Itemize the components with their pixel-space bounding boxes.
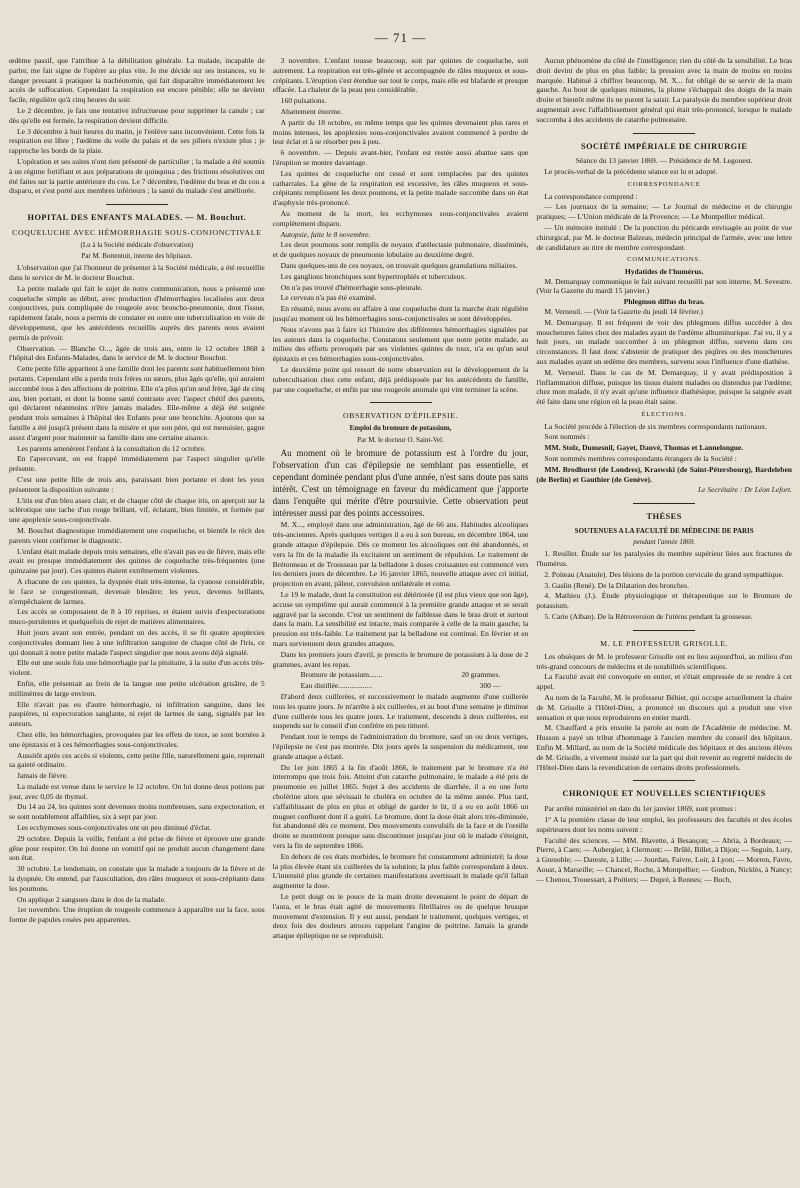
section-title: M. LE PROFESSEUR GRISOLLE. (600, 638, 729, 648)
separator-rule (9, 201, 265, 208)
article-author: Par M. le docteur O. Saint-Vel. (357, 435, 444, 444)
paragraph: Le 3 décembre à huit heures du matin, je l'enlève sans inconvénient. Cette fois la respiration est libre ; l'œdème du voile du palais et de ses piliers n'existe plus ; je rapproche les bords de la plaie. (9, 126, 265, 156)
section-title: OBSERVATION D'ÉPILEPSIE. (342, 411, 459, 421)
lead-paragraph: Au moment où le bromure de potassium est à l'ordre du jour, l'observation d'un cas d'épilepsie ne semblant pas essentielle, et cependant dominée pendant plus d'une année, n'est sans doute pas sans intérêt. C'est un témoignage en faveur du médicament que j'apporte dans l'enquête qui mérite d'être poursuivie. Cette observation peut intéresser aussi par des points accessoires. (272, 447, 529, 519)
formula-line (273, 681, 529, 691)
paragraph: Au moment de la mort, les ecchymoses sous-conjonctivales avaient complètement disparu. (272, 208, 529, 228)
paragraph: M. Bouchut diagnostique immédiatement une coqueluche, et bientôt le récit des parents vient confirmer le diagnostic. (9, 525, 265, 545)
col2-body-2 (273, 692, 529, 941)
column-3 (536, 56, 792, 1176)
paragraph: Par arrêté ministériel en date du 1er janvier 1869, sont promus : (544, 804, 737, 814)
col2-body (273, 520, 529, 669)
paragraph: L'enfant était malade depuis trois semaines, elle n'avait pas eu de fièvre, mais elle avait eu presque immédiatement des quintes de coqueluche très-fréquentes (une quinzaine par jour). Ces quintes étaient extrêmement violentes. (9, 546, 265, 576)
paragraph: Le 19 le malade, dont la constitution est détériorée (il est plus vieux que son âge), accuse un symptôme qui aurait commencé à la première grande attaque et se serait aggravé par la seconde. C'est un sentiment de faiblesse dans le bras droit et surtout dans la main. La sensibilité est intacte, mais comparée à celle de la main gauche, la pression est très-faible. Le traitement par la belladone est continué. En février et en mars surviennent deux grandes attaques. (272, 590, 529, 649)
paragraph: Dans les premiers jours d'avril, je prescris le bromure de potassium à la dose de 2 grammes, avant les repas. (272, 649, 529, 669)
paragraph: Jamais de fièvre. (17, 771, 68, 781)
paragraph: A partir du 18 octobre, en même temps que les quintes devenaient plus rares et moins intenses, les apoplexies sous-conjonctivales avaient commencé à perdre de leur éclat et à se résorber peu à peu. (272, 117, 529, 147)
list-item: 4. Mathieu (J.). Étude physiologique et thérapeutique sur le Bromure de potassium. (536, 591, 792, 611)
subsection-title: Hydatides de l'humérus. (624, 266, 704, 276)
paragraph: En résumé, nous avons eu affaire à une coqueluche dont la marche était régulière jusqu'au moment où les hémorrhagies sous-conjonctivales se sont développées. (272, 304, 529, 323)
paragraph: Observation. — Blanche O..., âgée de trois ans, entre le 12 octobre 1868 à l'hôpital des Enfants-Malades, dans le service de M. le docteur Bouchut. (9, 343, 265, 363)
paragraph: M. Verneuil. — (Voir la Gazette du jeudi 14 février.) (544, 307, 703, 317)
paragraph: Les deux poumons sont remplis de noyaux d'atélectasie pulmonaire, disséminés, et de quelques noyaux de pneumonie lobulaire au deuxième degré. (272, 240, 529, 260)
paragraph: Du 1er juin 1865 à la fin d'août 1866, le traitement par le bromure n'a été interrompu que trois fois. Atteint d'un catarrhe pulmonaire, le malade a été pris de pneumonie en juillet 1865. Sujet à des accidents de diarrhée, il a eu une forte cholérine alors que sévissait le choléra en octobre de la même année. Plus tard, s'affaiblissant de plus en plus et obligé de garder le lit, il a eu en août 1866 un muguet confluent dont il a guéri. Le bromure, dont la dose était alors très-diminuée, fut abandonné dès ce moment. Des mouvements convulsifs de la face et de l'oreille droite se montrèrent presque sans discontinuer jusqu'au jour où le malade s'éteignit, vers la fin de septembre 1866. (272, 762, 529, 850)
paragraph: Elle eut une seule fois une hémorrhagie par la pituitaire, à la suite d'un accès très-violent. (9, 658, 265, 678)
list-item: 3. Gaslin (René). De la Dilatation des bronches. (544, 580, 689, 590)
paragraph: Enfin, elle présentait au frein de la langue une petite ulcération grisâtre, de 5 millimètres de large environ. (9, 678, 265, 698)
formula-dose: 20 grammes. (461, 670, 501, 680)
paragraph: On applique 2 sangsues dans le dos de la malade. (17, 894, 166, 904)
formula-ingredient: Bromure de potassium....... (300, 670, 383, 680)
section-subtitle: pendant l'année 1869. (633, 538, 696, 547)
section-title: HOPITAL DES ENFANTS MALADES. — M. Bouchut. (27, 213, 247, 223)
paragraph: M. Demarquay communique le fait suivant recueilli par son interne, M. Sevestre. (Voir la Gazette du mardi 15 janvier.) (536, 276, 792, 296)
secretary-signature: Le Secrétaire : Dr Léon Lefort. (697, 485, 792, 495)
separator-rule (273, 399, 529, 406)
column-1 (9, 56, 265, 1176)
paragraph: Les obsèques de M. le professeur Grisolle ont eu lieu aujourd'hui, au milieu d'un très-grand concours de médecins et de notabilités scientifiques. (536, 651, 792, 671)
paragraph: Les ecchymoses sous-conjonctivales ont un peu diminué d'éclat. (17, 823, 212, 833)
article-subtitle-note: (Lu à la Société médicale d'observation) (80, 241, 194, 250)
paragraph: En dehors de ces états morbides, le bromure fut constamment administré; la dose la plus élevée étant six cuillerées de la solution; la plus faible correspondant à deux. L'intensité plus grande de certaines manifestations avertissait le malade qu'il fallait augmenter la dose. (272, 851, 529, 891)
paragraph: Faculté des sciences. — MM. Blavette, à Besançon; — Abria, à Bordeaux; — Pierre, à Caen; — Aubergier, à Clermont; — Brûlé, Billet, à Dijon; — Seguin, Lory, à Grenoble; — Dareste, à Lille; — Jourdan, Faivre, Loir, à Lyon; — Morren, Favre, Aoust, à Marseille; — Chancel, Roche, à Montpellier; — Godron, Nicklès, à Nancy; — Chenou, Trouessart, à Poitiers; — Dupré, à Rennes; — Boch, (536, 835, 792, 884)
paragraph: MM. Stolz, Dumesnil, Gayet, Dauvé, Thomas et Lannelongue. (544, 443, 744, 453)
paragraph: Huit jours avant son entrée, pendant un des accès, il se fit quatre apoplexies conjonctivales donnant lieu à une infiltration sanguine de chaque côté de l'iris, ce qui donnait à notre petite malade l'aspect singulier que nous avons déjà signalé. (9, 627, 265, 657)
paragraph: Pendant tout le temps de l'administration du bromure, sauf un ou deux vertiges, l'épilepsie ne s'est pas montrée. Dix jours après la suspension du médicament, une grande attaque a éclaté. (272, 732, 529, 761)
paragraph: 29 octobre. Depuis la veille, l'enfant a été prise de fièvre et éprouve une grande gêne pour respirer. On lui donne un vomitif qui ne produit aucun changement dans son état. (9, 833, 265, 863)
section-title: CHRONIQUE ET NOUVELLES SCIENTIFIQUES (562, 789, 766, 799)
paragraph: Au nom de la Faculté, M. le professeur Béhier, qui occupe actuellement la chaire de M. Grisolle à l'Hôtel-Dieu, a prononcé un discours qui a produit une vive sensation et que nous reproduirons en entier mardi. (536, 693, 792, 722)
paragraph: L'observation que j'ai l'honneur de présenter à la Société médicale, a été recueillie dans le service de M. le docteur Bouchut. (9, 263, 265, 283)
list-item: 5. Carie (Alban). De la Rétroversion de l'utérus pendant la grossesse. (544, 611, 753, 621)
paragraph: Nous n'avons pas à faire ici l'histoire des différentes hémorrhagies signalées par les auteurs dans la coqueluche. Constatons seulement que notre petite malade, au milieu des efforts provoqués par ses violentes quintes de toux, n'a eu qu'un seul épistaxis et ces hémorrhagies sous-conjonctivales. (272, 324, 529, 364)
paragraph: 1° A la première classe de leur emploi, les professeurs des facultés et des écoles supérieures dont les noms suivent : (536, 814, 792, 834)
paragraph: M. Verneuil. Dans le cas de M. Demarquay, il y avait prédisposition à l'inflammation diffuse, puisque les tissus étaient malades ou distendus par l'œdème; chez mon malade, il n'y avait qu'une influence diathésique, puisque la saignée avait été faite dans une région où la peau était saine. (536, 367, 792, 407)
paragraph: On n'a pas trouvé d'hémorrhagie sous-pleurale. (280, 282, 423, 292)
paragraph: L'iris est d'un bleu assez clair, et de chaque côté de chaque iris, on aperçoit sur la sclérotique une tache d'un rouge brillant, vif, éclatant, bien limitée, et formée par une apoplexie sous-conjonctivale. (9, 495, 265, 525)
paragraph: 30 octobre. Le lendemain, on constate que la malade a toujours de la fièvre et de la dyspnée. On entend, par l'auscultation, des râles muqueux et sous-crépitants dans les poumons. (9, 864, 265, 893)
separator-rule (536, 130, 792, 137)
paragraph: Elle n'avait pas eu d'autre hémorrhagie, ni infiltration sanguine, dans les paupières, ni expectoration sanglante, ni rejet de larmes de sang, signalés par les auteurs. (9, 699, 265, 729)
page-number: — 71 — (374, 30, 427, 45)
paragraph: Du 14 au 24, les quintes sont devenues moins nombreuses, sans expectoration, et se sont notablement affaiblies, six à sept par jour. (9, 802, 265, 822)
paragraph: 1er novembre. Une éruption de rougeole commence à apparaître sur la face, sous forme de papules rosées peu apparentes. (9, 905, 265, 925)
paragraph: M. X..., employé dans une administration, âgé de 66 ans. Habitudes alcooliques très-anciennes. Après quelques vertiges il a eu à son bureau, en décembre 1864, une grande attaque d'épilepsie. Dès ce moment les alcooliques ont été abandonnés, et vers la fin de la maladie ils excitaient un sentiment de répulsion. Le traitement de Brétonneau et de Trousseau par la belladone à doses croissantes est commencé vers les derniers jours de décembre. Le 16 janvier 1865, nouvelle attaque avec cri initial, projection en avant, pâleur, convulsion unilatérale et coma. (272, 520, 529, 589)
col1-body (9, 263, 265, 925)
separator-rule (536, 627, 792, 634)
paragraph: Dans quelques-uns de ces noyaux, on trouvait quelques granulations miliaires. (280, 260, 518, 270)
paragraph: Abattement énorme. (280, 106, 343, 116)
formula-ingredient: Eau distillée.................. (300, 681, 373, 691)
paragraph: Les parents amenèrent l'enfant à la consultation du 12 octobre. (17, 443, 206, 453)
paragraph: D'abord deux cuillerées, et successivement le malade augmente d'une cuillerée tous les quatre jours. Je m'arrête à six cuillerées, et au bout d'une semaine je diminue d'une cuillerée tous les quatre jours. Le traitement, descendu à deux cuillerées, est suspendu sur le conseil d'un confrère en peu timoré. (272, 692, 529, 731)
article-author: Par M. Bottentuit, interne des hôpitaux. (81, 252, 193, 261)
subsection-label: ÉLECTIONS. (641, 411, 687, 419)
article-subtitle: COQUELUCHE AVEC HÉMORRHAGIE SOUS-CONJONCTIVALE (12, 227, 262, 237)
paragraph: Aucun phénomène du côté de l'intelligence; rien du côté de la sensibilité. Le bras droit devint de plus en plus faible; la pression avec la main de moins en moins marquée. Habitué à chiffrer beaucoup, M. X... fut obligé de se servir de la main gauche. Au bout de quelques minutes, la plume s'échappait des doigts de la main droite et bientôt même ils ne purent la saisir. La paralysie du membre supérieur droit augmentait avec l'affaiblissement général qui était très-prononcé, lorsque le malade succomba à des accidents de catarrhe pulmonaire. (536, 56, 792, 124)
subsection-label: CORRESPONDANCE (627, 180, 701, 188)
paragraph: Le procès-verbal de la précédente séance est lu et adopté. (544, 167, 718, 177)
paragraph: La malade est venue dans le service le 12 octobre. On lui donne deux potions par jour, avec 0,05 de thymol. (9, 781, 265, 801)
separator-rule (536, 777, 792, 784)
paragraph: — Un mémoire intitulé : De la ponction du péricarde envisagée au point de vue chirurgical, par M. le docteur Balzeau, médecin principal de l'armée, avec une lettre de candidature au titre de membre correspondant. (536, 222, 792, 252)
paragraph: Le 2 décembre, je fais une tentative infructueuse pour supprimer la canule ; car dès qu'elle est fermée, la respiration devient difficile. (9, 105, 265, 125)
paragraph: Le deuxième point qui ressort de notre observation est le développement de la tuberculisation chez cette enfant, déjà prédisposée par les antécédents de famille, par une coqueluche, et enfin par une rougeole anomale qui vint terminer la scène. (272, 364, 529, 394)
formula-dose: 300 — (479, 681, 501, 691)
paragraph: Le cerveau n'a pas été examiné. (280, 293, 377, 303)
paragraph: M. Demarquay. Il est fréquent de voir des phlegmons diffus succéder à des mouchetures faites chez des malades ayant de l'œdème albuminurique. J'ai vu, il y a huit jours, un malade succomber à un phlegmon diffus, survenu dans ces circonstances. Il faut donc s'abstenir de pratiquer des piqûres ou des mouchetures aux malades ayant un œdème des membres, survenu sous l'influence d'une diathèse. (536, 317, 792, 367)
paragraph: 3 novembre. L'enfant tousse beaucoup, soit par quintes de coqueluche, soit autrement. La respiration est très-gênée et accompagnée de râles muqueux et sous-crépitants. L'éruption s'est étendue sur tout le corps, mais elle est blafarde et presque effacée. La chaleur de la peau peu considérable. (272, 56, 529, 95)
subsection-label: COMMUNICATIONS. (627, 256, 702, 264)
paragraph: M. Chauffard a pris ensuite la parole au nom de l'Académie de médecine. M. Husson a payé un tribut d'hommage à l'ancien membre du conseil des hôpitaux. Enfin M. Millard, au nom de la Société médicale des hôpitaux et des anciens élèves de M. Grisolle, a vivement insisté sur la part qui doit revenir au regretté médecin de l'Hôtel-Dieu dans la revendication de certains droits professionnels. (536, 723, 792, 772)
paragraph: La Faculté avait été convoquée en entier, et s'était empressée de se rendre à cet appel. (536, 672, 792, 692)
page-header (9, 0, 792, 56)
paragraph: Aussitôt après ces accès si violents, cette petite fille, naturellement gaie, reprenait sa gaieté ordinaire. (9, 750, 265, 770)
section-title: THÈSES (646, 512, 682, 522)
paragraph: Le petit doigt ou le pouce de la main droite devenaient le point de départ de l'aura, et le bras était agité de mouvements fibrillaires ou de quelque brusque mouvement d'extension. Il y eut aussi, pendant le traitement, quelques vertiges, et deux fois des douleurs atroces rappelant l'angine de poitrine. Jamais la grande attaque épileptique ne se reproduisit. (272, 891, 529, 941)
list-item: 2. Poiteau (Anatole). Des lésions de la portion cervicale du grand sympathique. (544, 569, 784, 579)
separator-rule (536, 500, 792, 507)
paragraph: Cette petite fille appartient à une famille dont les parents sont habituellement bien portants. Cependant elle a perdu trois frères ou sœurs, plus âgés qu'elle, qui auraient succombé tous à des affections de poitrine. Elle n'a plus qu'un seul frère, âgé de cinq ans, bien portant, et dont la bonne santé contraste avec l'aspect chétif des parents, qui déclarent néanmoins n'être jamais malades. Elle-même a déjà été soignée pendant trois semaines à l'hôpital des Enfants pour une bronchite. Ajoutons que sa famille a été jusqu'à présent dans la misère et que son père, qui est menuisier, gagne assez d'argent pour maintenir sa famille dans une certaine aisance. (9, 364, 265, 442)
formula-line (273, 670, 529, 680)
paragraph: En l'apercevant, on est frappé immédiatement par l'aspect singulier qu'elle présente. (9, 454, 265, 474)
paragraph: A chacune de ces quintes, la dyspnée était très-intense, la cyanose considérable, le face se congestionnait, devenait bleuâtre; les yeux, devenus brillants, n'empêchaient de larmes. (9, 576, 265, 606)
section-subtitle: SOUTENUES A LA FACULTÉ DE MÉDECINE DE PARIS (574, 526, 754, 535)
paragraph: 160 pulsations. (280, 96, 327, 106)
paragraph: Autopsie, faite le 8 novembre. (280, 229, 371, 239)
subsection-title: Phlegmon diffus du bras. (623, 297, 705, 307)
paragraph: La correspondance comprend : (544, 191, 638, 201)
paragraph: Sont nommés : (544, 432, 590, 442)
paragraph: œdème passif, que l'attribue à la débilitation générale. La malade, incapable de parler, me fait signe de l'opérer au plus vite. Je me décide sur ses instances, vu le danger pressant à pratiquer la trachéotomie, qui fait disparaître immédiatement les accès de suffocation. Cependant la respiration est encore pénible; elle ne devient facile, régulière qu'à cinq heures du soir. (9, 56, 265, 105)
paragraph: MM. Brodhurst (de Londres), Kraswski (de Saint-Pétersbourg), Bardeleben (de Berlin) et Gauthier (de Genève). (536, 464, 792, 484)
col1-top-paragraphs (9, 56, 265, 196)
paragraph: Les ganglions bronchiques sont hypertrophiés et tuberculeux. (280, 271, 467, 281)
prescription-formula (273, 670, 529, 691)
paragraph: Sont nommés membres correspondants étrangers de la Société : (544, 453, 737, 463)
paragraph: La Société procède à l'élection de six membres correspondants nationaux. (544, 421, 767, 431)
paragraph: Les quintes de coqueluche ont cessé et sont remplacées par des quintes catharrales. La gêne de la respiration est excessive, les râles muqueux et sous-crépitants remplissent les deux poumons, et la petite malade succombe dans un état d'asphyxie très-prononcé. (272, 168, 529, 208)
list-item: 1. Reuillet. Étude sur les paralysies du membre supérieur liées aux fractures de l'humérus. (536, 549, 792, 568)
paragraph: La petite malade qui fait le sujet de notre communication, nous a présenté une coqueluche simple au début, avec production d'hémorrhagies localisées aux deux conjonctives, puis compliquée de rougeole avec broncho-pneumonie, dont l'issue, rapidement fatale, nous a permis de constater en outre une tuberculisation en voie de développement, que les antécédents recueillis auprès des parents nous avaient permis de prévoir. (9, 283, 265, 342)
article-subtitle: Emploi du bromure de potassium, (349, 424, 452, 433)
section-title: SOCIÉTÉ IMPÉRIALE DE CHIRURGIE (580, 141, 748, 151)
paragraph: 6 novembre. — Depuis avant-hier, l'enfant est restée aussi abattue sans que l'éruption se montre davantage. (272, 148, 529, 167)
columns (9, 56, 792, 1176)
paragraph: Les accès se composaient de 8 à 10 reprises, et étaient suivis d'expectorations muco-purulentes et quelquefois de rejet de matières alimentaires. (9, 607, 265, 627)
paragraph: Chez elle, les hémorrhagies, provoquées par les effets de toux, se sont bornées à une épistaxis et à ces hémorrhagies sous-conjonctivales. (9, 729, 265, 749)
col2-top-paragraphs (273, 56, 529, 394)
paragraph: L'opération et ses suites n'ont rien présenté de particulier ; la malade a été soumis à un régime fortifiant et aux préparations de quinquina ; des frictions résolutives ont été faites sur la partie antérieure du cou. Le 7 décembre, l'œdème du bras et du cou a disparu, et s'est porté aux membres inférieurs ; la santé du malade s'est améliorée. (9, 156, 265, 196)
paragraph: C'est une petite fille de trois ans, paraissant bien portante et dont les yeux présentent la disposition suivante : (9, 474, 265, 494)
seance-line: Séance du 13 janvier 1869. — Présidence de M. Legouest. (575, 156, 753, 166)
column-2 (273, 56, 529, 1176)
paragraph: — Les journaux de la semaine; — Le Journal de médecine et de chirurgie pratiques; — L'Union médicale de la Provence; — Le Montpellier médical. (536, 202, 792, 222)
